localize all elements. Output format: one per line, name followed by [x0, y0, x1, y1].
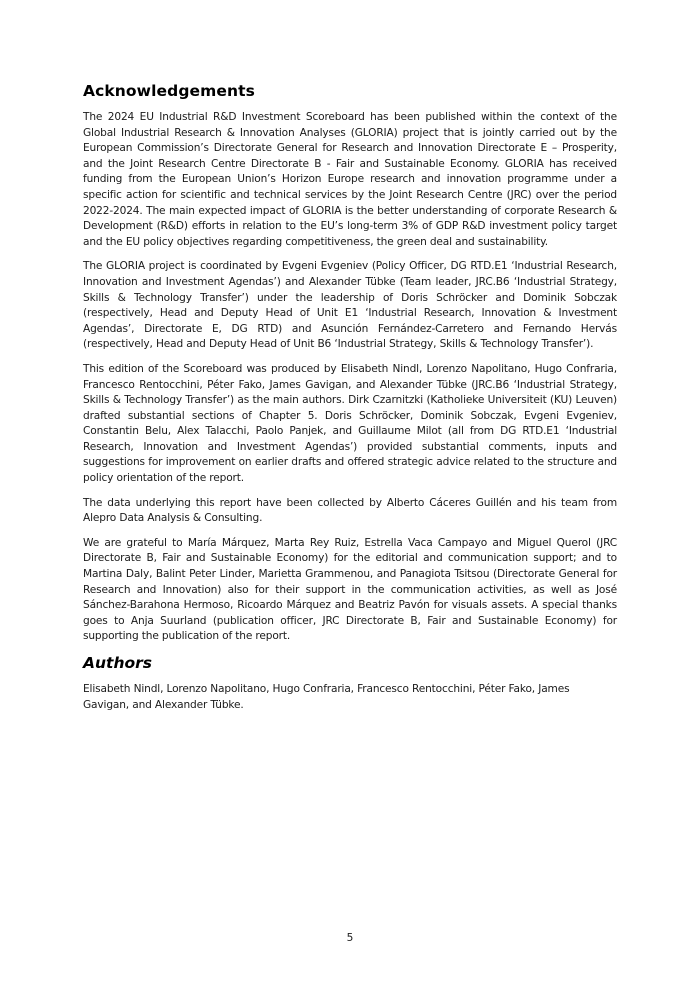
document-page: [83, 82, 617, 722]
authors-heading: Authors: [83, 654, 152, 672]
paragraph-gloria-context: The 2024 EU Industrial R&D Investment Scoreboard has been published within the context of the Global Industrial Research & Innovation Analyses (GLORIA) project that is jointly carried out by the European Commission’s Directorate General for Research and Innovation Directorate E – Prosperity, and the Joint Research Centre Directorate B - Fair and Sustainable Economy. GLORIA has received funding from the European Union’s Horizon Europe research and innovation programme under a specific action for scientific and technical services by the Joint Research Centre (JRC) over the period 2022-2024. The main expected impact of GLORIA is the better understanding of corporate Research & Development (R&D) efforts in relation to the EU’s long-term 3% of GDP R&D investment policy target and the EU policy objectives regarding competitiveness, the green deal and sustainability.: [83, 111, 617, 248]
paragraph-production: This edition of the Scoreboard was produced by Elisabeth Nindl, Lorenzo Napolitano, Hugo Confraria, Francesco Rentocchini, Péter Fako, James Gavigan, and Alexander Tübke (JRC.B6 ‘Industrial Strategy, Skills & Technology Transfer’) as the main authors. Dirk Czarnitzki (Katholieke Universiteit (KU) Leuven) drafted substantial sections of Chapter 5. Doris Schröcker, Dominik Sobczak, Evgeni Evgeniev, Constantin Belu, Alex Talacchi, Paolo Panjek, and Guillaume Milot (all from DG RTD.E1 ‘Industrial Research, Innovation and Investment Agendas’) provided substantial comments, inputs and suggestions for improvement on earlier drafts and offered strategic advice related to the structure and policy orientation of the report.: [83, 362, 617, 485]
paragraph-coordination: The GLORIA project is coordinated by Evgeni Evgeniev (Policy Officer, DG RTD.E1 ‘Industrial Research, Innovation and Investment Agendas’) and Alexander Tübke (Team leader, JRC.B6 ‘Industrial Strategy, Skills & Technology Transfer’) under the leadership of Doris Schröcker and Dominik Sobczak (respectively, Head and Deputy Head of Unit E1 ‘Industrial Research, Innovation & Investment Agendas’, Directorate E, DG RTD) and Asunción Fernández-Carretero and Fernando Hervás (respectively, Head and Deputy Head of Unit B6 ‘Industrial Strategy, Skills & Technology Transfer’).: [83, 260, 617, 351]
paragraph-data-collection: The data underlying this report have been collected by Alberto Cáceres Guillén and his team from Alepro Data Analysis & Consulting.: [83, 496, 617, 525]
paragraph-gratitude: We are grateful to María Márquez, Marta Rey Ruiz, Estrella Vaca Campayo and Miguel Querol (JRC Directorate B, Fair and Sustainable Economy) for the editorial and communication support; and to Martina Daly, Balint Peter Linder, Marietta Grammenou, and Panagiota Tsitsou (Directorate General for Research and Innovation) also for their support in the communication activities, as well as José Sánchez-Barahona Hermoso, Ricoardo Márquez and Beatriz Pavón for visuals assets. A special thanks goes to Anja Suurland (publication officer, JRC Directorate B, Fair and Sustainable Economy) for supporting the publication of the report.: [83, 536, 617, 643]
page-number: 5: [346, 932, 354, 944]
authors-list: Elisabeth Nindl, Lorenzo Napolitano, Hugo Confraria, Francesco Rentocchini, Péter Fako, James Gavigan, and Alexander Tübke.: [83, 683, 570, 711]
acknowledgements-heading: Acknowledgements: [83, 82, 255, 100]
